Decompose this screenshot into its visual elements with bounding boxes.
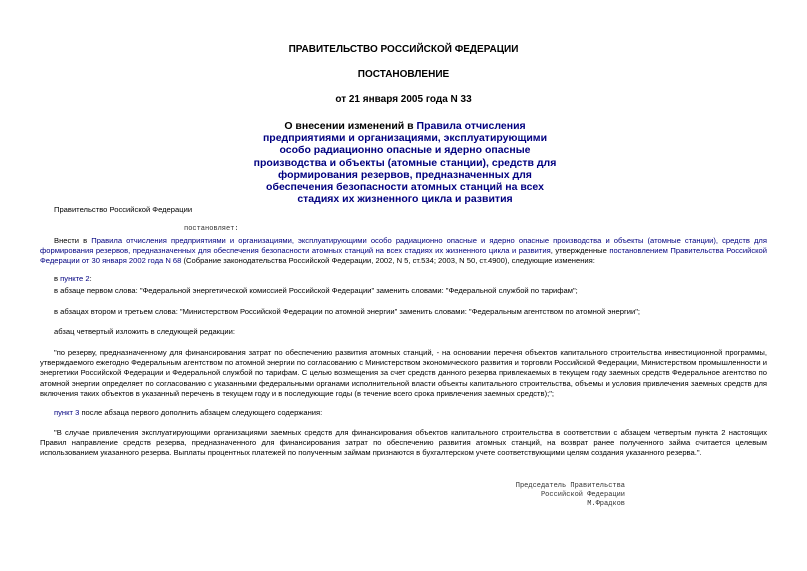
item2-heading: [54, 274, 92, 284]
intro-mid: , утвержденные: [550, 246, 610, 256]
quote-paragraph-2: "В случае привлечения эксплуатирующими организациями заемных средств для финансирования объектов капитального строительства в соответствии с абзацем четвертым пункта 2 настоящих Правил направление средств резерва, предназначенного для финансирования затрат по обеспечению развития атомных станций, на возврат ранее полученного займа считается целевым использованием указанного резерва. Выплаты процентных платежей по полученным займам признаются в бухгалтерском учете соответствующими целям создания указанного резерва.".: [40, 428, 767, 458]
item2-post: :: [89, 274, 92, 283]
government-heading: ПРАВИТЕЛЬСТВО РОССИЙСКОЙ ФЕДЕРАЦИИ: [288, 44, 519, 55]
rules-link[interactable]: Правила отчисления предприятиями и организациями, эксплуатирующими особо радиационно опасные и ядерно опасные производства и объекты (атомные станции), средств для формирования резервов, предназначенных для обеспечения безопасности атомных станций на всех стадиях их жизненного цикла и развития: [40, 236, 767, 256]
quote-paragraph-1: "по резерву, предназначенному для финансирования затрат по обеспечению развития атомных станций, - на основании перечня объектов капитального строительства инвестиционной программы, утверждаемого ежегодно Федеральным агентством по атомной энергии по согласованию с Министерством экономического развития и торговли Российской Федерации, Министерством промышленности и энергетики Российской Федерации и Федеральной службой по тарифам. С целью возмещения за счет средств данного резерва привлекаемых в текущем году заемных средств Федеральное агентство по атомной энергии определяет по согласованию с указанными федеральными органами исполнительной власти объекты капитального строительства, объемы и условия привлечения заемных средств для включения таких объектов в указанный перечень в текущем году и в последующие годы (в течение всего срока привлечения заемных средств);";: [40, 348, 767, 398]
signature-line-country: Российской Федерации: [540, 491, 625, 499]
item3-link[interactable]: пункт 3: [54, 408, 80, 417]
title-prefix: О внесении изменений в: [284, 120, 417, 132]
signature-block: [480, 482, 625, 509]
title-rules-link[interactable]: Правила отчисления предприятиями и организациями, эксплуатирующими особо радиационно опасные и ядерно опасные производства и объекты (атомные станции), средств для формирования резервов, предназначенных для обеспечения безопасности атомных станций на всех стадиях их жизненного цикла и развития: [253, 120, 557, 206]
intro-pre: Внести в: [54, 236, 92, 245]
item2-link[interactable]: пункте 2: [60, 274, 90, 283]
intro-paragraph: [40, 236, 767, 267]
intro-post: (Собрание законодательства Российской Федерации, 2002, N 5, ст.534; 2003, N 50, ст.4900), следующие изменения:: [181, 256, 595, 266]
item2-paragraph-b: в абзацах втором и третьем слова: "Министерством Российской Федерации по атомной энергии" заменить словами: "Федеральным агентством по атомной энергии";: [54, 307, 641, 316]
item3-post: после абзаца первого дополнить абзацем следующего содержания:: [79, 408, 323, 417]
item2-pre: в: [54, 274, 61, 283]
item2-paragraph-c: абзац четвертый изложить в следующей редакции:: [54, 327, 235, 336]
decree-link[interactable]: постановлением Правительства Российской Федерации от 30 января 2002 года N 68: [40, 246, 767, 266]
issuer-text: Правительство Российской Федерации: [54, 205, 193, 214]
signature-line-name: М.Фрадков: [587, 500, 625, 508]
item2-paragraph-a: в абзаце первом слова: "Федеральной энергетической комиссией Российской Федерации" заменить словами: "Федеральной службой по тарифам";: [54, 286, 578, 295]
document-type: ПОСТАНОВЛЕНИЕ: [357, 69, 450, 80]
item3-heading: [54, 408, 322, 418]
document-date: от 21 января 2005 года N 33: [335, 94, 472, 105]
signature-line-position: Председатель Правительства: [515, 482, 625, 490]
decides-text: постановляет:: [184, 225, 239, 233]
document-title: [250, 120, 560, 205]
